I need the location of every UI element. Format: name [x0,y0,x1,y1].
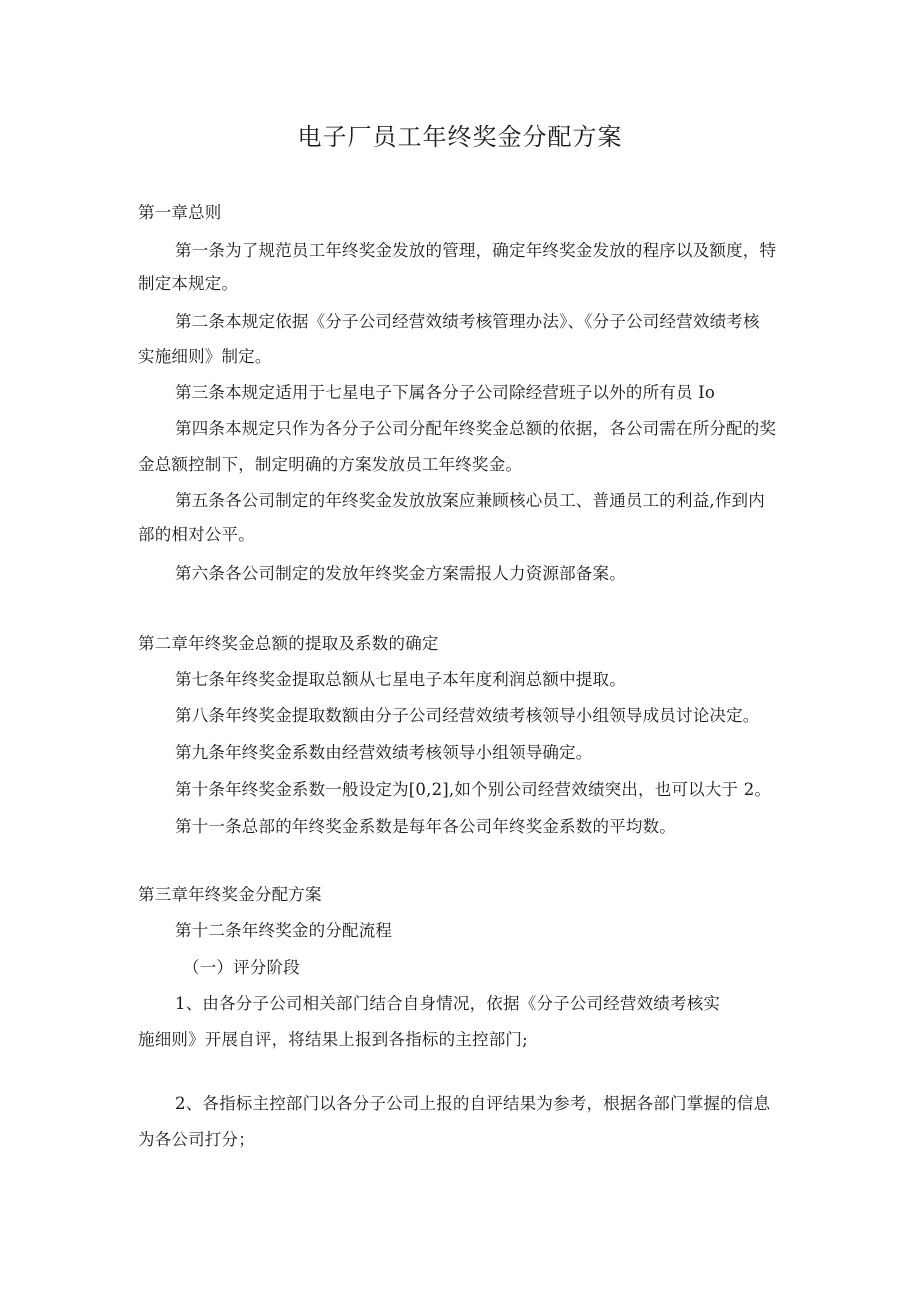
item-1-line-2: 施细则》开展自评，将结果上报到各指标的主控部门; [138,1030,528,1049]
article-8: 第八条年终奖金提取数额由分子公司经营效绩考核领导小组领导成员讨论决定。 [175,706,760,725]
article-10: 第十条年终奖金系数一般设定为[0,2],如个别公司经营效绩突出，也可以大于 2。 [175,780,772,799]
stage-1-heading: （一）评分阶段 [183,958,300,977]
article-7: 第七条年终奖金提取总额从七星电子本年度利润总额中提取。 [175,670,626,689]
article-3: 第三条本规定适用于七星电子下属各分子公司除经营班子以外的所有员 Io [175,383,715,402]
article-9: 第九条年终奖金系数由经营效绩考核领导小组领导确定。 [175,743,593,762]
article-6: 第六条各公司制定的发放年终奖金方案需报人力资源部备案。 [175,564,626,583]
chapter-1-heading: 第一章总则 [138,203,222,222]
item-2-line-2: 为各公司打分； [138,1130,255,1149]
article-5-line-1: 第五条各公司制定的年终奖金发放放案应兼顾核心员工、普通员工的利益,作到内 [175,491,765,510]
article-4-line-1: 第四条本规定只作为各分子公司分配年终奖金总额的依据，各公司需在所分配的奖 [175,419,777,438]
item-2-line-1: 2、各指标主控部门以各分子公司上报的自评结果为参考，根据各部门掌握的信息 [175,1094,771,1113]
article-5-line-2: 部的相对公平。 [138,525,255,544]
article-1-line-1: 第一条为了规范员工年终奖金发放的管理，确定年终奖金发放的程序以及额度，特 [175,241,777,260]
article-12: 第十二条年终奖金的分配流程 [175,921,393,940]
article-2-line-1: 第二条本规定依据《分子公司经营效绩考核管理办法》、《分子公司经营效绩考核 [175,312,760,331]
article-4-line-2: 金总额控制下，制定明确的方案发放员工年终奖金。 [138,455,523,474]
item-1-line-1: 1、由各分子公司相关部门结合自身情况，依据《分子公司经营效绩考核实 [175,994,721,1013]
document-title: 电子厂员工年终奖金分配方案 [297,123,623,151]
article-1-line-2: 制定本规定。 [138,274,239,293]
article-2-line-2: 实施细则》制定。 [138,347,272,366]
chapter-3-heading: 第三章年终奖金分配方案 [138,885,322,904]
article-11: 第十一条总部的年终奖金系数是每年各公司年终奖金系数的平均数。 [175,817,676,836]
chapter-2-heading: 第二章年终奖金总额的提取及系数的确定 [138,634,439,653]
